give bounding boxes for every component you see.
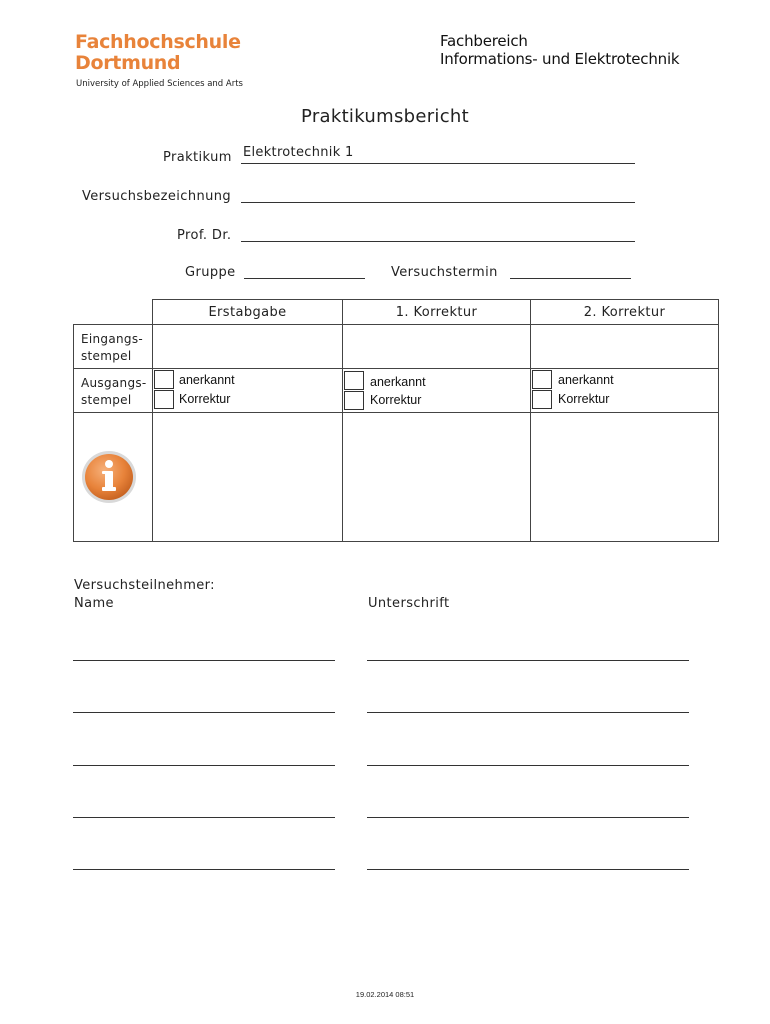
checkbox-label-korrektur: Korrektur [558, 392, 610, 406]
col-header-erstabgabe: Erstabgabe [208, 305, 287, 320]
gruppe-field[interactable] [244, 278, 365, 279]
col-header-korrektur-1: 1. Korrektur [395, 305, 478, 320]
notes-cell-korrektur-2[interactable] [530, 412, 719, 542]
prof-field[interactable] [241, 241, 635, 242]
eingang-cell-erstabgabe[interactable] [152, 324, 343, 369]
signature-line-1[interactable] [367, 660, 689, 661]
checkbox-korrektur-erstabgabe[interactable] [154, 390, 174, 409]
logo-subtitle: University of Applied Sciences and Arts [76, 79, 243, 89]
department-line-1: Fachbereich [440, 32, 528, 50]
checkbox-label-korrektur: Korrektur [179, 392, 231, 406]
signature-column-label: Unterschrift [368, 596, 450, 611]
eingang-cell-korrektur-2[interactable] [530, 324, 719, 369]
signature-line-5[interactable] [367, 869, 689, 870]
col-header-korrektur-2: 2. Korrektur [583, 305, 666, 320]
prof-label: Prof. Dr. [177, 228, 232, 243]
praktikum-value[interactable]: Elektrotechnik 1 [243, 145, 354, 160]
page-title: Praktikumsbericht [300, 106, 469, 127]
row-label-eingang-1: Eingangs- [81, 332, 143, 346]
checkbox-label-anerkannt: anerkannt [558, 373, 614, 387]
checkbox-korrektur-korrektur-2[interactable] [532, 390, 552, 409]
logo-line-2: Dortmund [75, 52, 181, 74]
department-line-2: Informations- und Elektrotechnik [440, 50, 680, 68]
logo-line-1: Fachhochschule [75, 31, 241, 53]
row-label-ausgang-1: Ausgangs- [81, 376, 147, 390]
versuchsbezeichnung-label: Versuchsbezeichnung [82, 189, 232, 204]
signature-line-2[interactable] [367, 712, 689, 713]
signature-line-4[interactable] [367, 817, 689, 818]
checkbox-anerkannt-korrektur-2[interactable] [532, 370, 552, 389]
versuchsbezeichnung-field[interactable] [241, 202, 635, 203]
name-line-4[interactable] [73, 817, 335, 818]
checkbox-label-anerkannt: anerkannt [370, 375, 426, 389]
row-label-eingang-2: stempel [81, 349, 132, 363]
notes-cell-korrektur-1[interactable] [342, 412, 531, 542]
checkbox-anerkannt-erstabgabe[interactable] [154, 370, 174, 389]
participants-heading: Versuchsteilnehmer: [74, 578, 215, 593]
eingang-cell-korrektur-1[interactable] [342, 324, 531, 369]
praktikum-field-line [241, 163, 635, 164]
gruppe-label: Gruppe [185, 265, 236, 280]
praktikum-label: Praktikum [163, 150, 232, 165]
row-label-ausgang-2: stempel [81, 393, 132, 407]
checkbox-anerkannt-korrektur-1[interactable] [344, 371, 364, 390]
name-line-5[interactable] [73, 869, 335, 870]
name-line-1[interactable] [73, 660, 335, 661]
checkbox-korrektur-korrektur-1[interactable] [344, 391, 364, 410]
signature-line-3[interactable] [367, 765, 689, 766]
name-line-3[interactable] [73, 765, 335, 766]
versuchstermin-field[interactable] [510, 278, 631, 279]
notes-cell-erstabgabe[interactable] [152, 412, 343, 542]
versuchstermin-label: Versuchstermin [391, 265, 498, 280]
name-line-2[interactable] [73, 712, 335, 713]
checkbox-label-korrektur: Korrektur [370, 393, 422, 407]
name-column-label: Name [74, 596, 114, 611]
info-icon [80, 449, 138, 505]
checkbox-label-anerkannt: anerkannt [179, 373, 235, 387]
timestamp: 19.02.2014 08:51 [355, 990, 415, 999]
